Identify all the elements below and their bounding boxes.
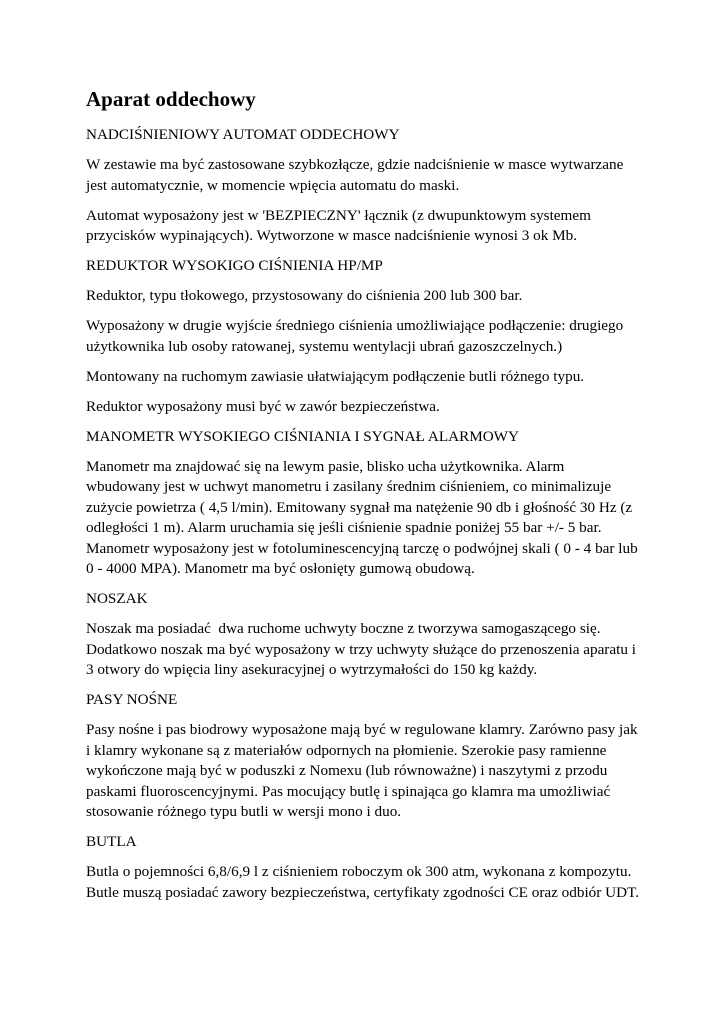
paragraph: Wyposażony w drugie wyjście średniego ciśnienia umożliwiające podłączenie: drugiego użytkownika lub osoby ratowanej, systemu wentylacji ubrań gazoszczelnych.) [86, 317, 628, 355]
paragraph: Butla o pojemności 6,8/6,9 l z ciśnieniem roboczym ok 300 atm, wykonana z kompozytu. Butle muszą posiadać zawory bezpieczeństwa, certyfikaty zgodności CE oraz odbiór UDT. [86, 863, 640, 901]
section-heading-butla: BUTLA [86, 833, 137, 850]
paragraph: Automat wyposażony jest w 'BEZPIECZNY' łącznik (z dwupunktowym systemem przycisków wypinających). Wytworzone w masce nadciśnienie wynosi 3 ok Mb. [86, 206, 595, 244]
section-heading-automat: NADCIŚNIENIOWY AUTOMAT ODDECHOWY [86, 126, 400, 143]
section-heading-reduktor: REDUKTOR WYSOKIGO CIŚNIENIA HP/MP [86, 257, 383, 274]
page-title: Aparat oddechowy [86, 87, 256, 111]
paragraph: Pasy nośne i pas biodrowy wyposażone mają być w regulowane klamry. Zarówno pasy jak i klamry wykonane są z materiałów odpornych na płomienie. Szerokie pasy ramienne wykończone mają być w poduszki z Nomexu (lub równoważne) i naszytymi z przodu paskami fluoroscencyjnymi. Pas mocujący butlę i spinająca go klamra ma umożliwiać stosowanie różnego typu butli w wersji mono i duo. [86, 721, 642, 820]
section-heading-noszak: NOSZAK [86, 590, 148, 607]
paragraph: Reduktor wyposażony musi być w zawór bezpieczeństwa. [86, 397, 440, 415]
paragraph: Manometr ma znajdować się na lewym pasie, blisko ucha użytkownika. Alarm wbudowany jest w uchwyt manometru i zasilany średnim ciśnieniem, co minimalizuje zużycie powietrza ( 4,5 l/min). Emitowany sygnał ma natężenie 90 db i głośność 30 Hz (z odległości 1 m). Alarm uruchamia się jeśli ciśnienie spadnie poniżej 55 bar +/- 5 bar. Manometr wyposażony jest w fotoluminescencyjną tarczę o podwójnej skali ( 0 - 4 bar lub 0 - 4000 MPA). Manometr ma być osłonięty gumową obudową. [86, 457, 642, 577]
paragraph: W zestawie ma być zastosowane szybkozłącze, gdzie nadciśnienie w masce wytwarzane jest automatycznie, w momencie wpięcia automatu do maski. [86, 156, 628, 194]
paragraph: Reduktor, typu tłokowego, przystosowany do ciśnienia 200 lub 300 bar. [86, 287, 523, 304]
paragraph: Montowany na ruchomym zawiasie ułatwiającym podłączenie butli różnego typu. [86, 367, 585, 385]
section-heading-manometr: MANOMETR WYSOKIEGO CIŚNIANIA I SYGNAŁ ALARMOWY [86, 427, 519, 445]
paragraph: Noszak ma posiadać dwa ruchome uchwyty boczne z tworzywa samogaszącego się. Dodatkowo noszak ma być wyposażony w trzy uchwyty służące do przenoszenia aparatu i 3 otwory do wpięcia liny asekuracyjnej o wytrzymałości do 150 kg każdy. [86, 620, 640, 678]
section-heading-pasy: PASY NOŚNE [86, 691, 178, 708]
document-body [86, 86, 642, 913]
